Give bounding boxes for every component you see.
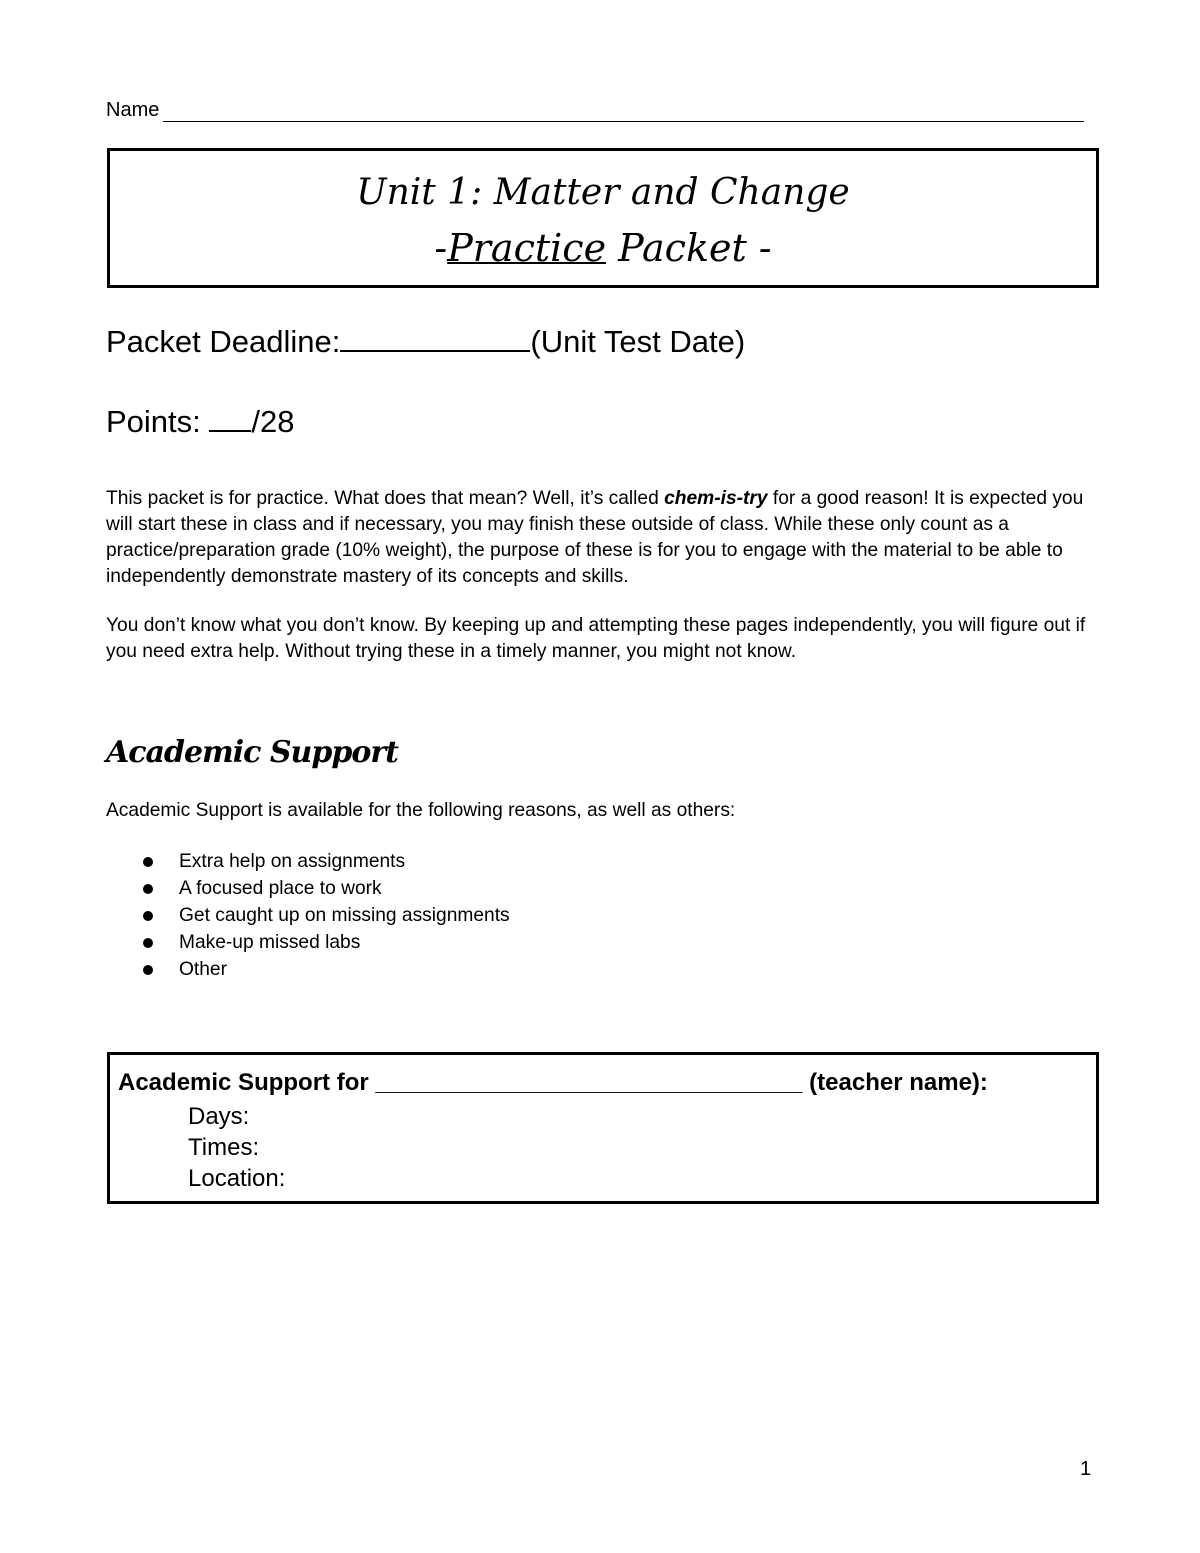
support-head-suffix: (teacher name): <box>809 1069 988 1096</box>
list-item <box>140 875 510 902</box>
list-item <box>140 848 510 875</box>
page-number: 1 <box>1080 1458 1092 1480</box>
list-item <box>140 929 510 956</box>
subtitle-underlined-word: Practice <box>447 226 607 270</box>
points-blank-line <box>209 426 251 432</box>
subtitle-prefix: - <box>434 226 448 270</box>
intro-paragraph <box>106 486 1096 590</box>
days-label: Days: <box>188 1103 250 1130</box>
list-item <box>140 902 510 929</box>
title-box <box>107 148 1099 288</box>
intro-emphasis: chem-is-try <box>664 488 768 509</box>
points-total: /28 <box>251 404 295 439</box>
list-item-label: Get caught up on missing assignments <box>179 904 510 926</box>
academic-support-heading: Academic Support <box>106 735 398 770</box>
list-item-label: A focused place to work <box>179 877 382 899</box>
packet-subtitle <box>110 223 1096 273</box>
academic-support-intro: Academic Support is available for the following reasons, as well as others: <box>106 800 736 821</box>
support-box-heading <box>118 1069 988 1097</box>
second-paragraph: You don’t know what you don’t know. By keeping up and attempting these pages independently, you will figure out if you need extra help. Without trying these in a timely manner, you might not know. <box>106 615 1086 662</box>
points-label: Points: <box>106 404 210 439</box>
bullet-icon <box>143 857 153 867</box>
times-label: Times: <box>188 1134 260 1161</box>
academic-support-box <box>107 1052 1099 1204</box>
intro-text-end: for a good reason! It is expected you will start these in class and if necessary, you may finish these outside of class. While these only count as a practice/preparation grade (10% weight), the purpose of these is for you to engage with the material to be able to independently demonstrate mastery of its concepts and skills. <box>106 488 1084 587</box>
name-field <box>106 99 1084 122</box>
deadline-blank-line <box>340 346 530 352</box>
packet-deadline <box>106 324 745 360</box>
deadline-suffix: (Unit Test Date) <box>530 324 746 359</box>
teacher-name-blank: ________________________________ <box>375 1069 803 1096</box>
intro-text-start: This packet is for practice. What does that mean? Well, it’s called <box>106 488 665 509</box>
reasons-list <box>140 848 510 983</box>
subtitle-suffix: Packet - <box>606 226 772 270</box>
list-item-label: Extra help on assignments <box>179 850 406 872</box>
unit-title: Unit 1: Matter and Change <box>356 172 850 213</box>
bullet-icon <box>143 938 153 948</box>
deadline-label: Packet Deadline: <box>106 324 341 359</box>
support-head-prefix: Academic Support for <box>118 1069 369 1096</box>
points-line <box>106 404 295 440</box>
list-item-label: Make-up missed labs <box>179 931 361 953</box>
list-item-label: Other <box>179 958 227 980</box>
list-item <box>140 956 510 983</box>
bullet-icon <box>143 965 153 975</box>
bullet-icon <box>143 911 153 921</box>
name-label: Name <box>106 99 160 121</box>
name-blank-line <box>163 103 1084 122</box>
bullet-icon <box>143 884 153 894</box>
location-label: Location: <box>188 1165 286 1192</box>
